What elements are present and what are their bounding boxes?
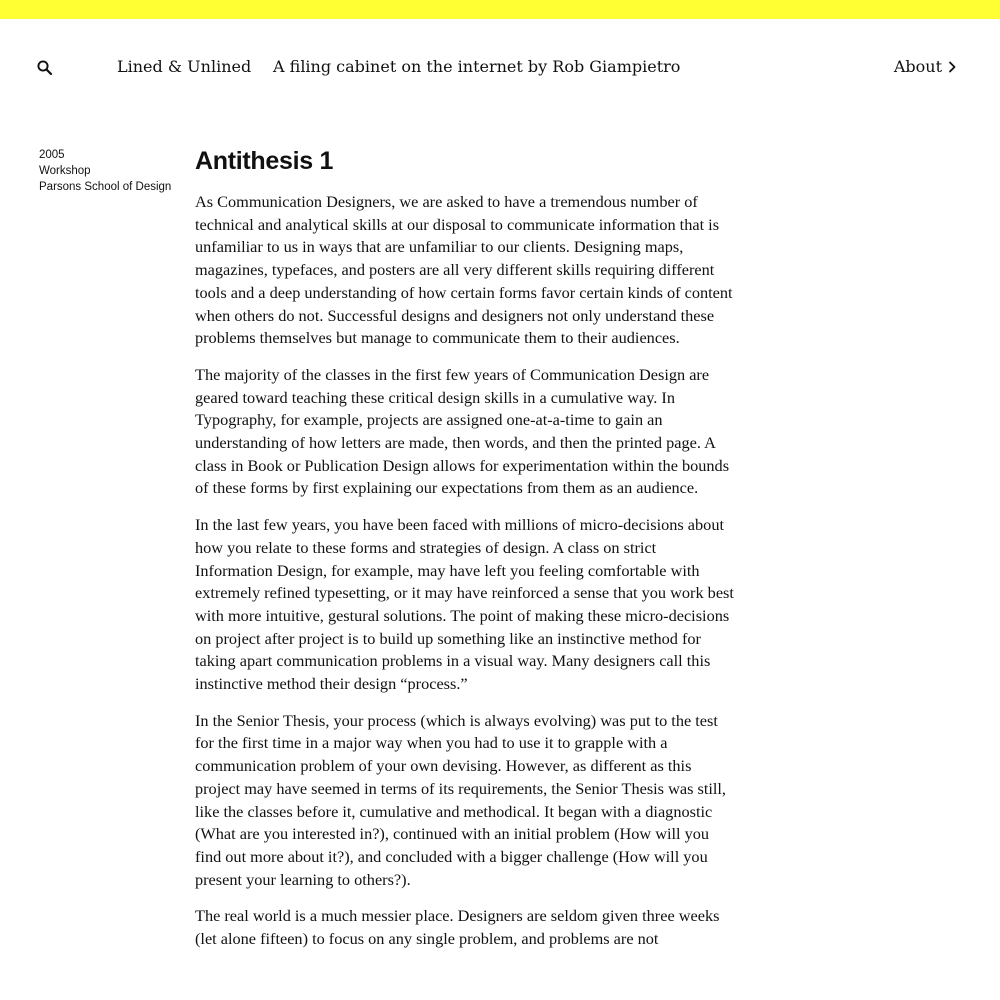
article-paragraph: The majority of the classes in the first few years of Communication Design are geared toward teaching these critical design skills in a cumulative way. In Typography, for example, projects are assigned one-at-a-time to gain an understanding of how letters are made, then words, and then the printed page. A class in Book or Publication Design allows for experimentation within the bounds of these forms by first explaining our expectations from them as an audience. xyxy=(195,364,730,498)
meta-institution: Parsons School of Design xyxy=(39,181,172,193)
site-tagline: A filing cabinet on the internet by Rob Giampietro xyxy=(273,57,681,76)
about-link[interactable] xyxy=(894,57,956,76)
article-paragraph: In the Senior Thesis, your process (which is always evolving) was put to the test for the first time in a major way when you had to use it to grapple with a communication problem of your own devising. However, as different as this project may have seemed in terms of its requirements, the Senior Thesis was still, like the classes before it, cumulative and methodical. It began with a diagnostic (What are you interested in?), continued with an initial problem (How will you find out more about it?), and concluded with a bigger challenge (How will you present your learning to others?). xyxy=(195,710,726,889)
article-meta xyxy=(39,147,189,195)
article-body xyxy=(195,143,735,965)
about-label: About xyxy=(893,57,942,76)
chevron-right-icon xyxy=(948,61,956,73)
article-paragraph: As Communication Designers, we are asked to have a tremendous number of technical and analytical skills at our disposal to communicate information that is unfamiliar to us in ways that are unfamiliar to our clients. Designing maps, magazines, typefaces, and posters are all very different skills requiring different tools and a deep understanding of how certain forms favor certain kinds of content when others do not. Successful designs and designers not only understand these problems themselves but manage to communicate them to their audiences. xyxy=(195,192,733,348)
article-paragraph: In the last few years, you have been faced with millions of micro-decisions about how you relate to these forms and strategies of design. A class on strict Information Design, for example, may have left you feeling comfortable with extremely refined typesetting, or it may have reinforced a sense that you work best with more intuitive, gestural solutions. The point of making these micro-decisions on project after project is to build up something like an instinctive method for taking apart communication problems in a visual way. Many designers call this instinctive method their design “process.” xyxy=(195,515,734,694)
meta-year: 2005 xyxy=(39,149,65,161)
site-header xyxy=(0,19,1000,119)
site-name-link[interactable]: Lined & Unlined xyxy=(117,57,252,76)
article-title: Antithesis 1 xyxy=(195,147,334,175)
meta-type: Workshop xyxy=(39,165,91,177)
article-paragraph: The real world is a much messier place. Designers are seldom given three weeks (let alone fifteen) to focus on any single problem, and problems are not xyxy=(195,906,720,949)
search-icon[interactable] xyxy=(36,59,54,77)
top-accent-bar xyxy=(0,0,1000,19)
